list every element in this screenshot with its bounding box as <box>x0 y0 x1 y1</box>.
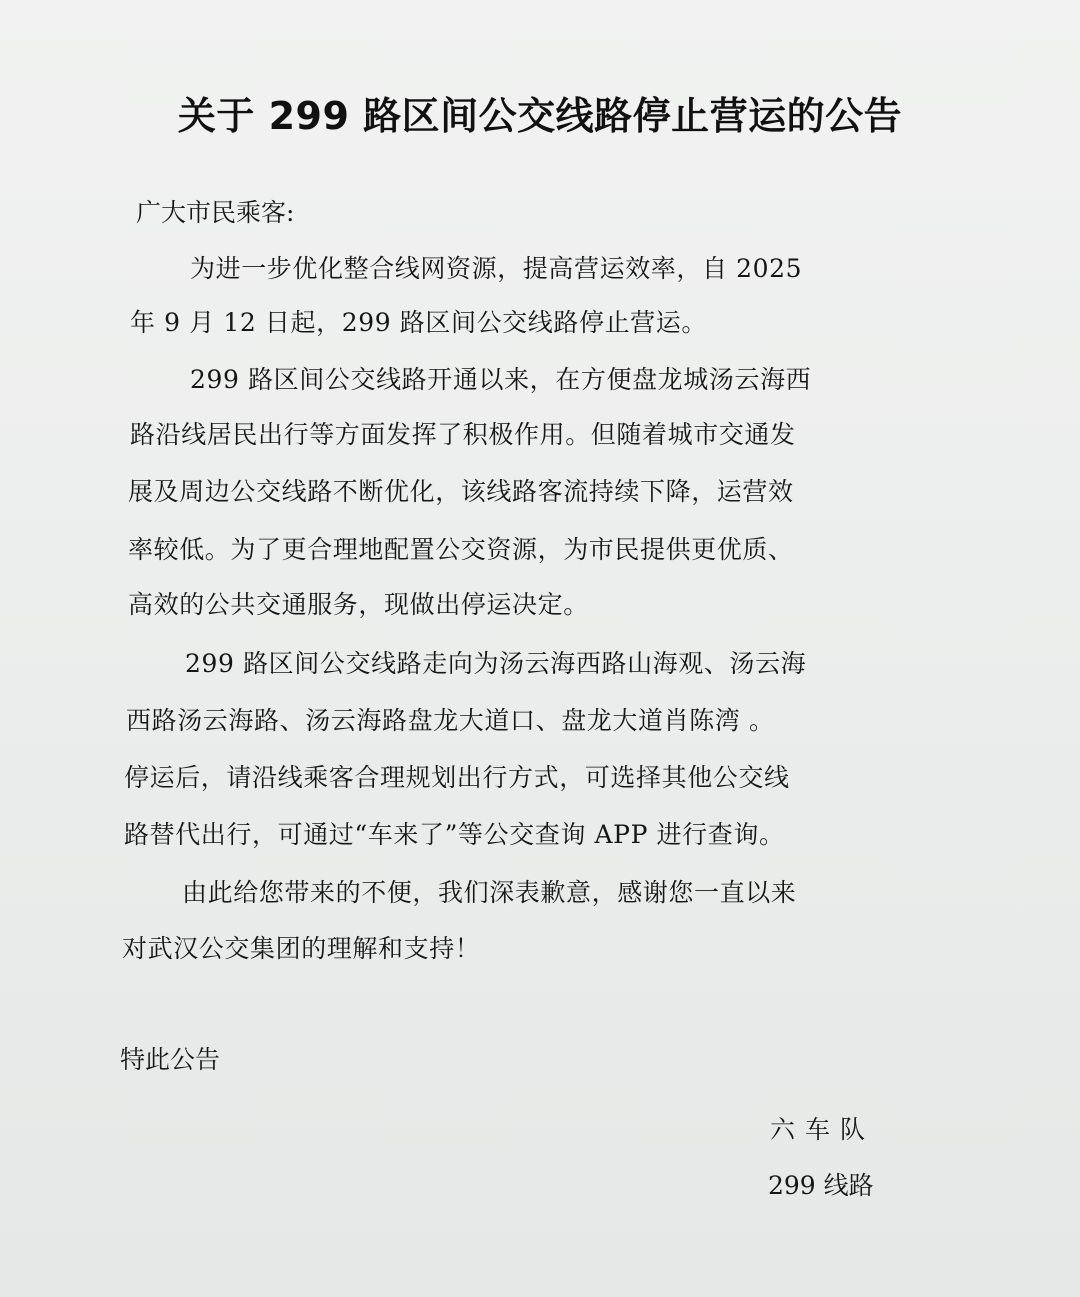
body-line: 路沿线居民出行等方面发挥了积极作用。但随着城市交通发 <box>130 420 796 449</box>
body-line: 299 路区间公交线路走向为汤云海西路山海观、汤云海 <box>185 649 807 678</box>
body-line: 高效的公共交通服务，现做出停运决定。 <box>128 590 589 619</box>
body-line: 年 9 月 12 日起，299 路区间公交线路停止营运。 <box>130 308 707 337</box>
signature-route: 299 线路 <box>768 1171 874 1200</box>
body-line: 对武汉公交集团的理解和支持！ <box>122 934 481 963</box>
body-line: 为进一步优化整合线网资源，提高营运效率，自 2025 <box>190 254 803 283</box>
body-line: 路替代出行，可通过“车来了”等公交查询 APP 进行查询。 <box>124 820 785 849</box>
body-line: 西路汤云海路、汤云海路盘龙大道口、盘龙大道肖陈湾 。 <box>126 706 775 735</box>
notice-title: 关于 299 路区间公交线路停止营运的公告 <box>177 94 903 138</box>
body-line: 停运后，请沿线乘客合理规划出行方式，可选择其他公交线 <box>124 763 790 792</box>
body-line: 由此给您带来的不便，我们深表歉意，感谢您一直以来 <box>182 878 797 907</box>
salutation: 广大市民乘客: <box>136 198 295 227</box>
body-line: 展及周边公交线路不断优化，该线路客流持续下降，运营效 <box>128 477 794 506</box>
body-line: 299 路区间公交线路开通以来，在方便盘龙城汤云海西 <box>190 365 812 394</box>
signature-unit: 六车队 <box>770 1115 876 1144</box>
closing-text: 特此公告 <box>120 1045 221 1074</box>
body-line: 率较低。为了更合理地配置公交资源，为市民提供更优质、 <box>128 535 794 564</box>
